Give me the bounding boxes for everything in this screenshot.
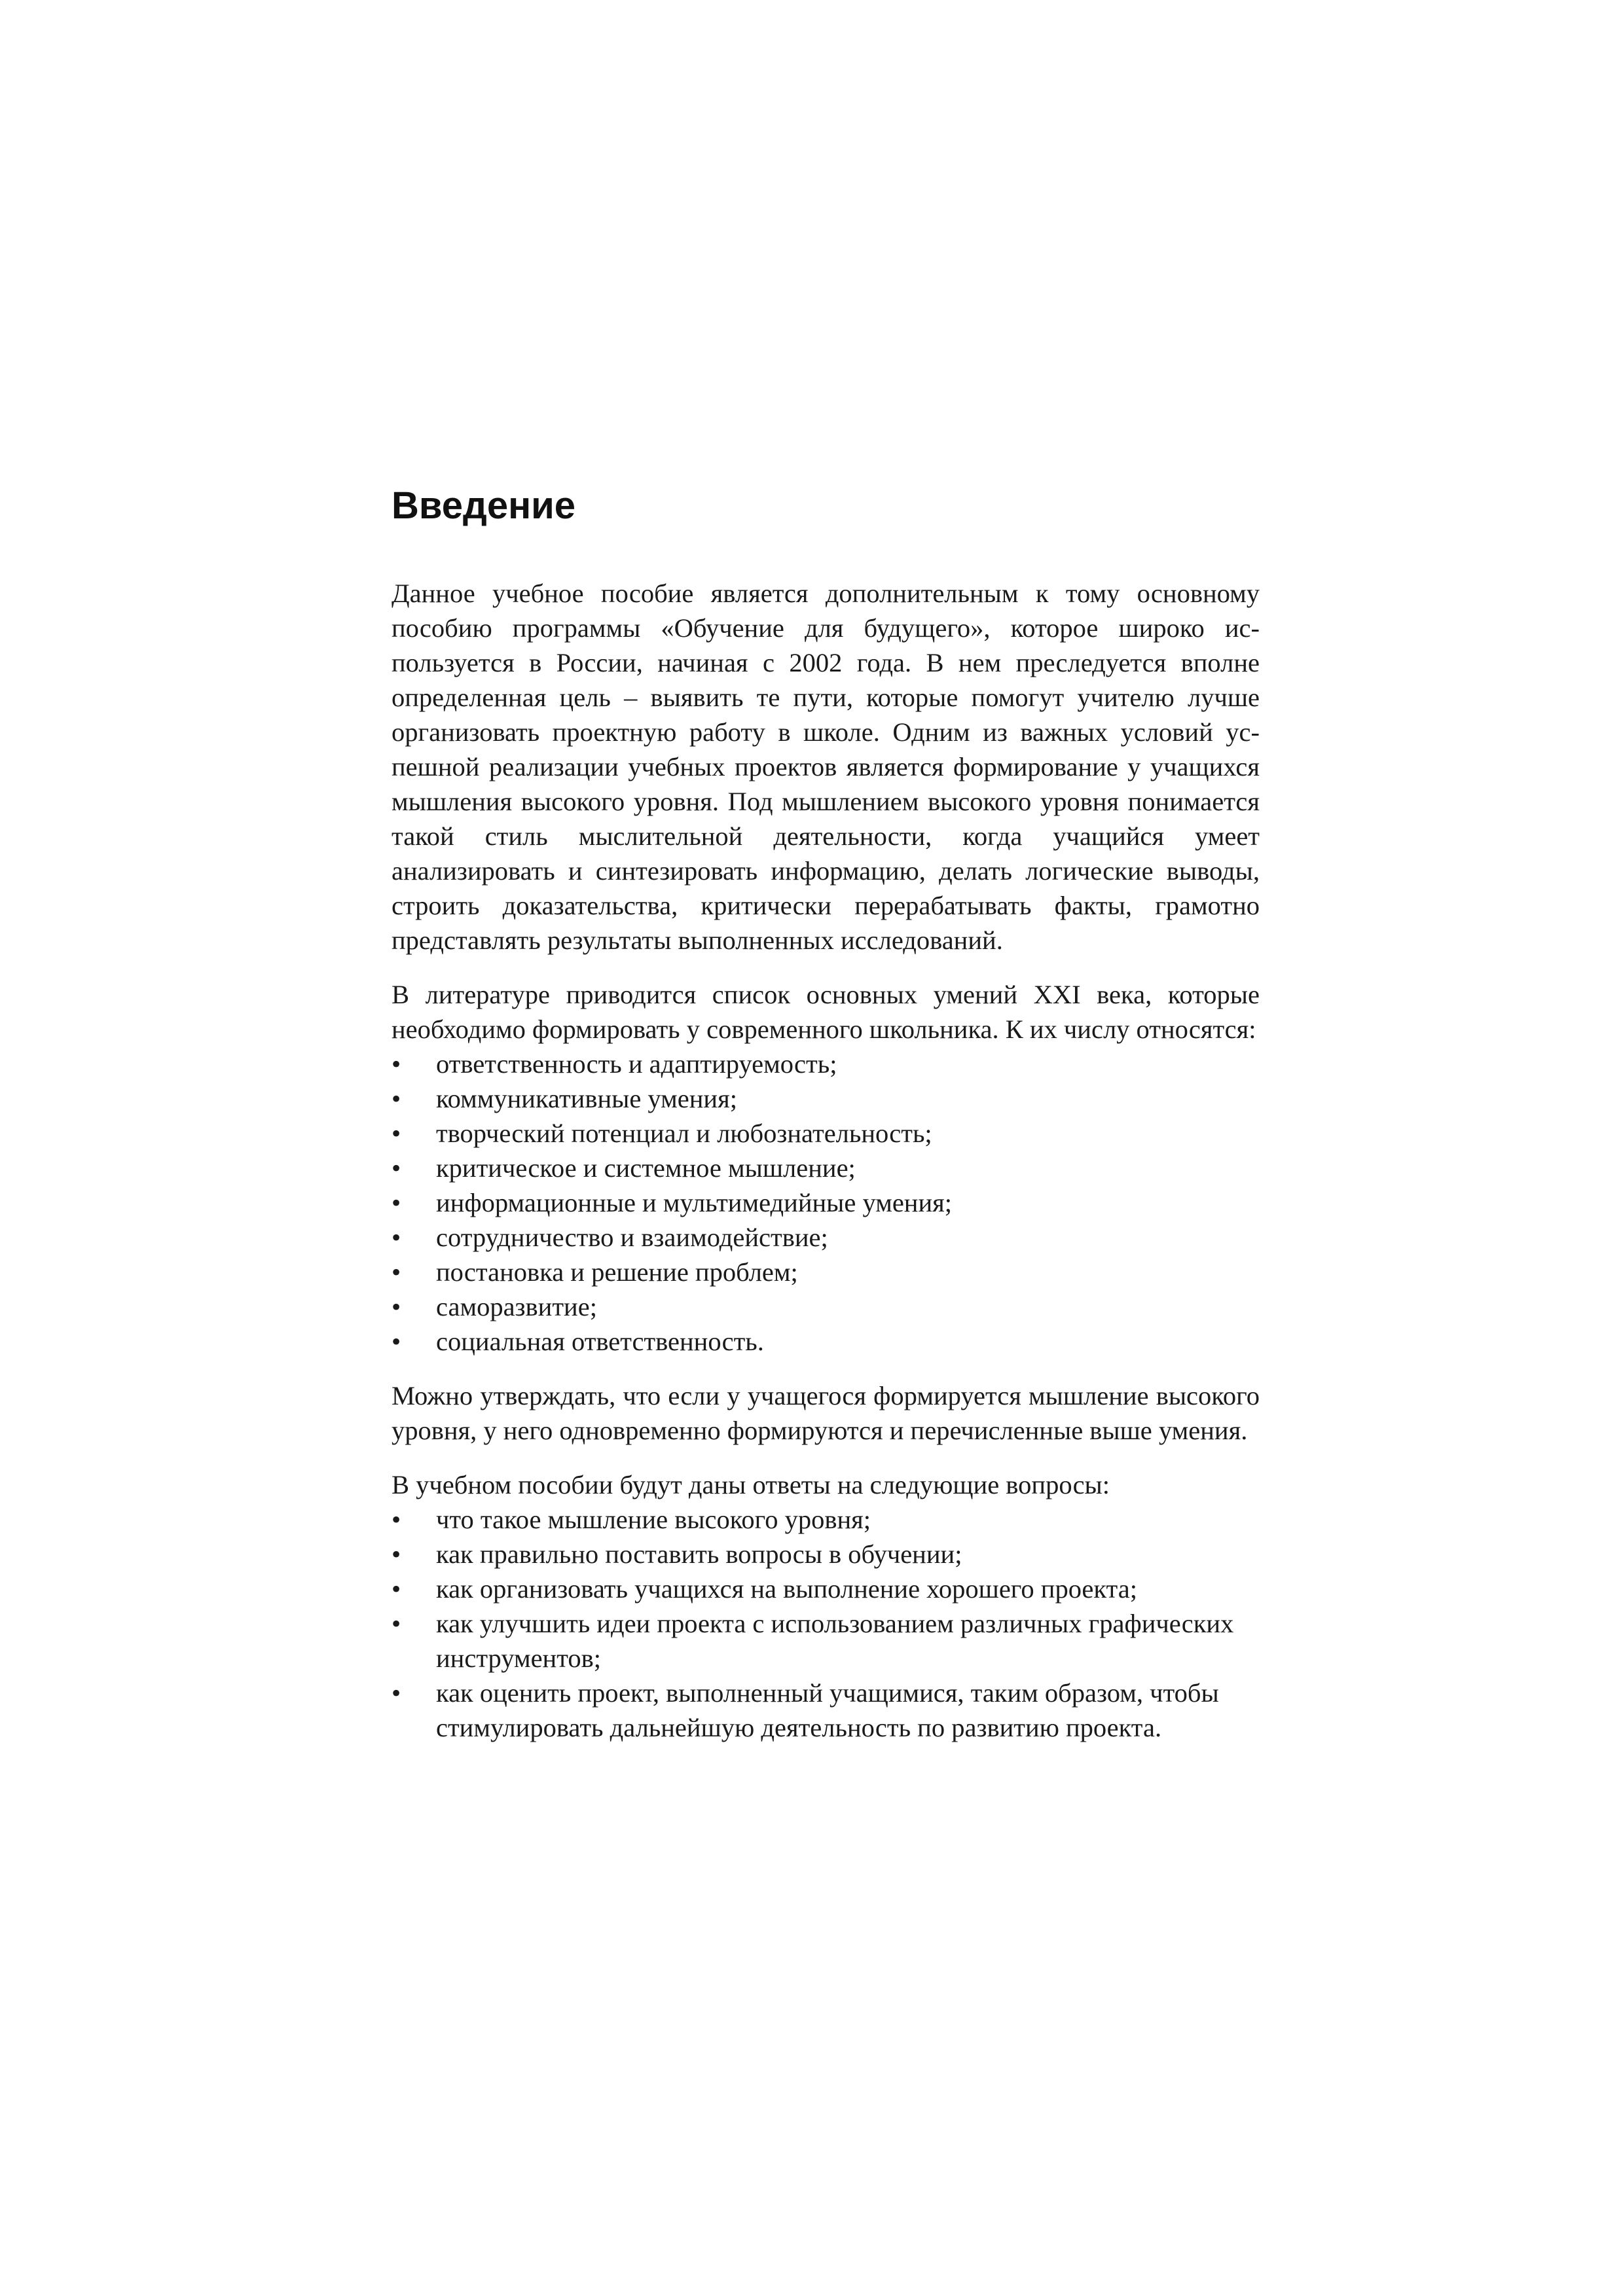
list-item-text: как оценить проект, выполненный учащимися, таким образом, чтобы стимулировать дальнейшую деятельность по развитию проекта. xyxy=(436,1678,1219,1742)
list-item-text: как правильно поставить вопросы в обучении; xyxy=(436,1539,962,1569)
list-item-text: как организовать учащихся на выполнение хорошего проекта; xyxy=(436,1574,1137,1604)
skills-lead-paragraph: В литературе приводится список основных умений XXI века, которые необходимо формировать у современного школьника. К их числу относятся: xyxy=(392,980,1260,1044)
list-item-text: постановка и решение проблем; xyxy=(436,1257,798,1287)
list-item xyxy=(392,1047,1260,1081)
list-item-text: социальная ответственность. xyxy=(436,1327,764,1356)
bullet: • xyxy=(392,1574,401,1604)
list-item xyxy=(392,1606,1260,1676)
list-item xyxy=(392,1324,1260,1359)
questions-lead-paragraph: В учебном пособии будут даны ответы на следующие вопросы: xyxy=(392,1470,1110,1499)
questions-list xyxy=(392,1502,1260,1745)
list-item xyxy=(392,1116,1260,1151)
list-item-text: критическое и системное мышление; xyxy=(436,1153,856,1183)
list-item xyxy=(392,1537,1260,1571)
list-item xyxy=(392,1571,1260,1606)
bullet: • xyxy=(392,1505,401,1534)
list-item xyxy=(392,1255,1260,1289)
list-item-text: творческий потенциал и любознательность; xyxy=(436,1119,932,1148)
skills-list xyxy=(392,1047,1260,1359)
bullet: • xyxy=(392,1327,401,1356)
bullet: • xyxy=(392,1119,401,1148)
list-item-text: как улучшить идеи проекта с использованием различных графических инструментов; xyxy=(436,1609,1234,1673)
list-item-text: что такое мышление высокого уровня; xyxy=(436,1505,871,1534)
list-item xyxy=(392,1151,1260,1185)
list-item xyxy=(392,1081,1260,1116)
list-item xyxy=(392,1289,1260,1324)
bullet: • xyxy=(392,1153,401,1183)
list-item xyxy=(392,1676,1260,1745)
list-item-text: информационные и мультимедийные умения; xyxy=(436,1188,953,1217)
list-item-text: сотрудничество и взаимодействие; xyxy=(436,1223,828,1252)
list-item xyxy=(392,1220,1260,1255)
intro-paragraph: Данное учебное пособие является дополнительным к тому основному пособию программы «Обучение для будущего», которое широко используется в России, начиная с 2002 года. В нем преследуется вполне определенная цель – выявить те пути, которые помогут учителю лучше организовать проектную работу в школе. Одним из важных условий успешной реализации учебных проектов является формирование у учащихся мышления высокого уровня. Под мышлением высокого уровня понимается такой стиль мыслительной деятельности, когда учащийся умеет анализировать и синтезировать информацию, делать логические выводы, строить доказательства, критически перерабатывать факты, грамотно представлять результаты выполненных исследований. xyxy=(392,579,1260,955)
bullet: • xyxy=(392,1049,401,1079)
bullet: • xyxy=(392,1257,401,1287)
bullet: • xyxy=(392,1292,401,1321)
bullet: • xyxy=(392,1609,401,1638)
list-item-text: коммуникативные умения; xyxy=(436,1084,737,1113)
bullet: • xyxy=(392,1188,401,1217)
claim-paragraph: Можно утверждать, что если у учащегося формируется мышление высокого уровня, у него одновременно формируются и перечисленные выше умения. xyxy=(392,1381,1260,1445)
bullet: • xyxy=(392,1223,401,1252)
page-title: Введение xyxy=(392,484,576,527)
bullet: • xyxy=(392,1678,401,1708)
bullet: • xyxy=(392,1084,401,1113)
list-item xyxy=(392,1502,1260,1537)
bullet: • xyxy=(392,1539,401,1569)
list-item-text: саморазвитие; xyxy=(436,1292,597,1321)
list-item-text: ответственность и адаптируемость; xyxy=(436,1049,837,1079)
list-item xyxy=(392,1185,1260,1220)
page-content xyxy=(392,483,1260,1765)
